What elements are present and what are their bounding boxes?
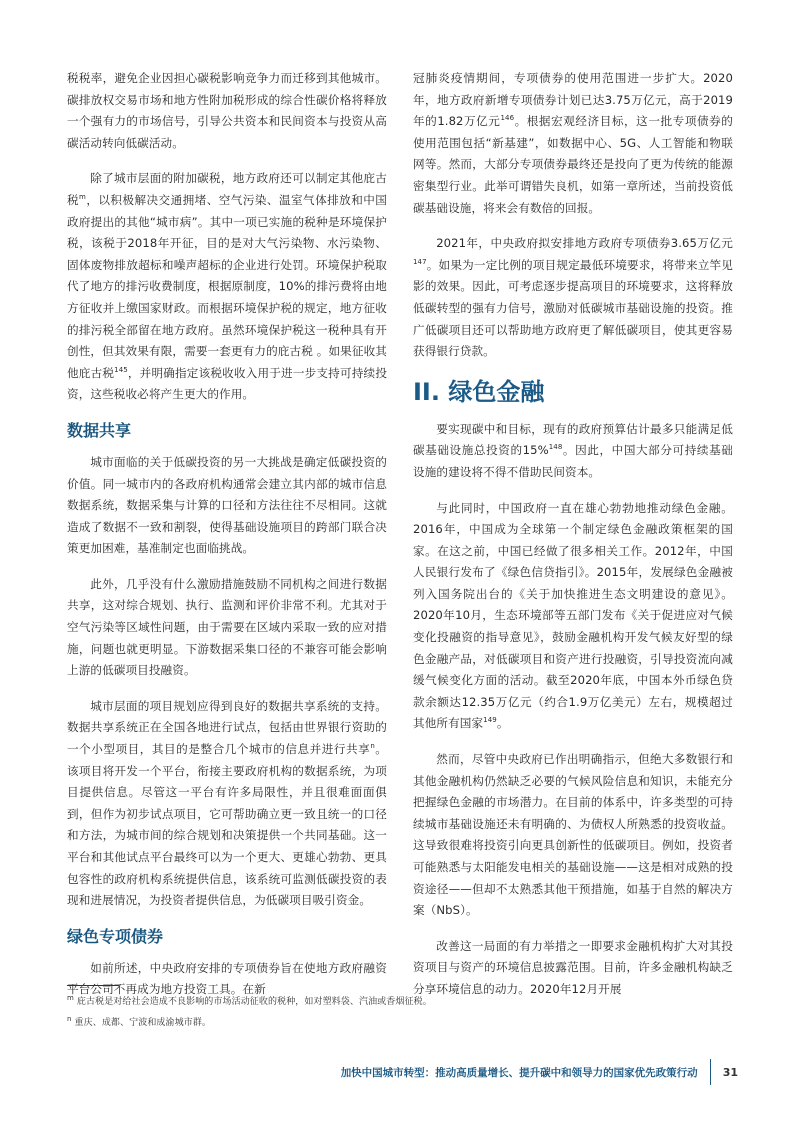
page-footer <box>341 1058 738 1086</box>
report-title: 加快中国城市转型：推动高质量增长、提升碳中和领导力的国家优先政策行动 <box>340 1066 698 1079</box>
footnote-ref[interactable]: 148 <box>548 443 563 452</box>
footnote-item: $^m$ 庇古税是对给社会造成不良影响的市场活动征收的税种，如对塑料袋、汽油或香烟征税。 <box>67 994 432 1007</box>
left-column <box>67 68 387 1015</box>
footnote-item: $^n$ 重庆、成都、宁波和成渝城市群。 <box>67 1015 212 1028</box>
page-number: 31 <box>722 1065 738 1079</box>
paragraph: 冠肺炎疫情期间，专项债券的使用范围进一步扩大。2020年，地方政府新增专项债券计划已达3.75万亿元，高于2019年的1.82万亿元$^{146}$。根据宏观经济目标，这一批专项债券的使用范围包括“新基建”，如数据中心、5G、人工智能和物联网等。然而，大部分专项债券最终还是投向了更为传统的能源密集型行业。此举可谓错失良机，如第一章所述，当前投资低碳基础设施，将来会有数倍的回报。 <box>413 71 733 215</box>
section-heading-green-finance: II. 绿色金融 <box>413 377 545 406</box>
footnote-ref[interactable]: 146 <box>500 114 515 123</box>
footnote-ref[interactable]: m <box>79 193 86 202</box>
paragraph: 要实现碳中和目标，现有的政府预算估计最多只能满足低碳基础设施总投资的15%$^{148}$。因此，中国大部分可持续基础设施的建设将不得不借助民间资本。 <box>413 421 733 479</box>
section-heading-green-bonds: 绿色专项债券 <box>67 926 164 946</box>
paragraph: 除了城市层面的附加碳税，地方政府还可以制定其他庇古税$^m$，以积极解决交通拥堵、空气污染、温室气体排放和中国政府提出的其他“城市病”。其中一项已实施的税种是环境保护税，该税于2018年开征，目的是对大气污染物、水污染物、固体废物排放超标和噪声超标的企业进行处罚。环境保护税取代了地方的排污收费制度，根据原制度，10%的排污费将由地方征收并上缴国家财政。而根据环境保护税的规定，地方征收的排污税全部留在地方政府。虽然环境保护税这一税种具有开创性，但其效果有限，需要一套更有力的庇古税 。如果征收其他庇古税$^{145}$，并明确指定该税收收入用于进一步支持可持续投资，这些税收必将产生更大的作用。 <box>67 171 388 402</box>
right-column <box>413 68 733 1015</box>
footnote-ref[interactable]: n <box>370 742 375 751</box>
footnote-divider <box>67 985 119 986</box>
paragraph: 税税率，避免企业因担心碳税影响竞争力而迁移到其他城市。碳排放权交易市场和地方性附加税形成的综合性碳价格将释放一个强有力的市场信号，引导公共资本和民间资本与投资从高碳活动转向低碳活动。 <box>67 71 387 150</box>
paragraph: 如前所述，中央政府安排的专项债券旨在使地方政府融资平台公司不再成为地方投资工具。在新 <box>67 960 387 997</box>
section-heading-data-sharing: 数据共享 <box>67 420 132 440</box>
paragraph: 城市面临的关于低碳投资的另一大挑战是确定低碳投资的价值。同一城市内的各政府机构通常会建立其内部的城市信息数据系统，数据采集与计算的口径和方法往往不尽相同。这就造成了数据不一致和割裂，使得基础设施项目的跨部门联合决策更加困难，基准制定也面临挑战。 <box>67 454 387 556</box>
footnote-ref[interactable]: 145 <box>114 365 128 374</box>
paragraph: 城市层面的项目规划应得到良好的数据共享系统的支持。数据共享系统正在全国各地进行试点，包括由世界银行资助的一个小型项目，其目的是整合几个城市的信息并进行共享$^n$。该项目将开发一个平台，衔接主要政府机构的数据系统，为项目提供信息。尽管这一平台有许多局限性，并且很难面面俱到，但作为初步试点项目，它可帮助确立更一致且统一的口径和方法，为城市间的综合规划和决策提供一个共同基础。这一平台和其他试点平台最终可以为一个更大、更雄心勃勃、更具包容性的政府机构系统提供信息，该系统可监测低碳投资的表现和进展情况，为投资者提供信息，为低碳项目吸引资金。 <box>67 698 387 908</box>
footer-divider <box>710 1059 711 1085</box>
paragraph: 然而，尽管中央政府已作出明确指示，但绝大多数银行和其他金融机构仍然缺乏必要的气候风险信息和知识，未能充分把握绿色金融的市场潜力。在目前的体系中，许多类型的可持续城市基础设施还未有明确的、为债权人所熟悉的投资收益。这导致很难将投资引向更具创新性的低碳项目。例如，投资者可能熟悉与太阳能发电相关的基础设施——这是相对成熟的投资途径——但却不太熟悉其他干预措施，如基于自然的解决方案（NbS）。 <box>413 752 733 918</box>
footnotes <box>67 985 727 1036</box>
paragraph: 2021年，中央政府拟安排地方政府专项债券3.65万亿元$^{147}$。如果为一定比例的项目规定最低环境要求，将带来立竿见影的效果。因此，可考虑逐步提高项目的环境要求，这将释放低碳转型的强有力信号，激励对低碳城市基础设施的投资。推广低碳项目还可以帮助地方政府更了解低碳项目，使其更容易获得银行贷款。 <box>413 236 733 359</box>
footnote-ref[interactable]: 149 <box>483 716 497 725</box>
paragraph: 与此同时，中国政府一直在雄心勃勃地推动绿色金融。2016年，中国成为全球第一个制定绿色金融政策框架的国家。在这之前，中国已经做了很多相关工作。2012年，中国人民银行发布了《绿色信贷指引》。2015年，发展绿色金融被列入国务院出台的《关于加快推进生态文明建设的意见》。2020年10月，生态环境部等五部门发布《关于促进应对气候变化投融资的指导意见》，鼓励金融机构开发气候友好型的绿色金融产品，对低碳项目和资产进行投融资，引导投资流向减缓气候变化方面的活动。截至2020年底，中国本外币绿色贷款余额达12.35万亿元（约合1.9万亿美元）左右，规模超过其他所有国家$^{149}$。 <box>413 500 733 731</box>
footnote-ref[interactable]: 147 <box>413 257 427 266</box>
paragraph: 改善这一局面的有力举措之一即要求金融机构扩大对其投资项目与资产的环境信息披露范围。目前，许多金融机构缺乏分享环境信息的动力。2020年12月开展 <box>413 938 733 996</box>
paragraph: 此外，几乎没有什么激励措施鼓励不同机构之间进行数据共享，这对综合规划、执行、监测和评价非常不利。尤其对于空气污染等区域性问题，由于需要在区域内采取一致的应对措施，问题也就更明显。下游数据采集口径的不兼容可能会影响上游的低碳项目投融资。 <box>67 576 387 678</box>
